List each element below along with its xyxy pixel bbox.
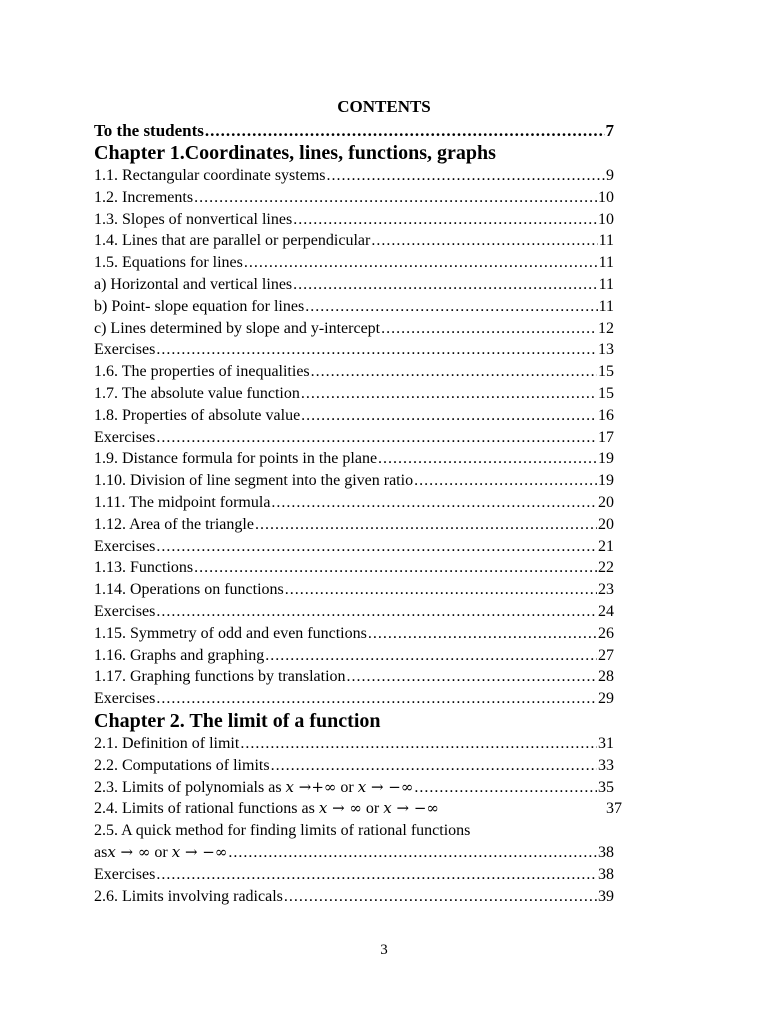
- toc-entry-page: 20: [598, 515, 614, 533]
- toc-entry: [94, 339, 614, 361]
- toc-entry: [94, 470, 614, 492]
- toc-entry: [94, 383, 614, 405]
- dot-leader: [371, 230, 597, 252]
- dot-leader: [327, 165, 606, 187]
- toc-entry-page: 11: [598, 297, 614, 315]
- toc-entry-label: 1.8. Properties of absolute value: [94, 406, 301, 424]
- toc-entry-page: 28: [598, 668, 614, 686]
- dot-leader: [414, 470, 597, 492]
- toc-entry-page: 22: [598, 559, 614, 577]
- math-expression: x → ∞: [318, 799, 362, 818]
- dot-leader: [156, 339, 597, 361]
- toc-entry-label: 1.10. Division of line segment into the given ratio: [94, 472, 414, 490]
- toc-entry: [94, 579, 614, 601]
- dot-leader: [381, 318, 597, 340]
- dot-leader: [228, 842, 597, 864]
- toc-entry: [94, 514, 614, 536]
- dot-leader: [293, 209, 597, 231]
- toc-entry-page: 13: [598, 341, 614, 359]
- math-expression: x →+∞: [285, 777, 337, 796]
- toc-entry-page: 10: [598, 210, 614, 228]
- toc-entry-page: 31: [598, 734, 614, 752]
- dot-leader: [156, 864, 597, 886]
- toc-entry: [94, 274, 614, 296]
- toc-entry-label: c) Lines determined by slope and y-intercept: [94, 319, 381, 337]
- dot-leader: [265, 645, 597, 667]
- toc-entry-2-6: [94, 886, 614, 908]
- dot-leader: [255, 514, 597, 536]
- math-expression: x → −∞: [357, 777, 414, 796]
- dot-leader: [378, 448, 597, 470]
- chapter-2-heading: Chapter 2. The limit of a function: [94, 709, 381, 732]
- toc-entry-label: Exercises: [94, 690, 156, 708]
- conjunction-text: as: [94, 843, 108, 861]
- toc-entry-page: 9: [606, 167, 614, 184]
- conjunction-text: or: [154, 843, 168, 861]
- toc-entry-page: 10: [598, 188, 614, 206]
- toc-entry-exercises: [94, 864, 614, 886]
- toc-entry: [94, 623, 614, 645]
- toc-entry-label: 1.11. The midpoint formula: [94, 493, 271, 511]
- toc-entry: [94, 601, 614, 623]
- toc-entry-label: 1.14. Operations on functions: [94, 581, 284, 599]
- toc-entry-page: 20: [598, 493, 614, 511]
- dot-leader: [305, 296, 597, 318]
- toc-entry: [94, 165, 614, 187]
- page-number: 3: [380, 942, 388, 958]
- toc-entry: [94, 688, 614, 710]
- toc-entry-page: 11: [598, 275, 614, 293]
- dot-leader: [244, 252, 598, 274]
- math-expression: x → ∞: [107, 842, 151, 861]
- toc-entry: [94, 448, 614, 470]
- chapter-1-heading: Chapter 1.Coordinates, lines, functions, graphs: [94, 142, 496, 164]
- toc-entry-page: 24: [598, 602, 614, 620]
- toc-entry-2-5-line2: [94, 842, 614, 864]
- dot-leader: [194, 557, 597, 579]
- toc-entry-label: 1.17. Graphing functions by translation: [94, 668, 346, 686]
- toc-entry-page: 16: [598, 406, 614, 424]
- dot-leader: [156, 536, 597, 558]
- chapter-1-entries: [94, 165, 614, 710]
- toc-entry-page: 37: [606, 800, 622, 818]
- table-of-contents: [94, 120, 622, 907]
- toc-entry: [94, 405, 614, 427]
- toc-entry: [94, 492, 614, 514]
- toc-entry-2-2: [94, 755, 614, 777]
- toc-entry-page: 11: [598, 232, 614, 250]
- toc-entry-2-4: [94, 798, 622, 820]
- toc-entry-page: 12: [598, 319, 614, 337]
- toc-entry: [94, 187, 614, 209]
- toc-entry-label: b) Point- slope equation for lines: [94, 297, 305, 315]
- toc-entry-label: 1.9. Distance formula for points in the plane: [94, 450, 378, 468]
- toc-entry-page: 19: [598, 450, 614, 468]
- toc-entry-label: 2.4. Limits of rational functions as: [94, 800, 315, 818]
- toc-entry: [94, 318, 614, 340]
- toc-entry: [94, 666, 614, 688]
- dot-leader: [284, 886, 597, 908]
- contents-heading: CONTENTS: [337, 97, 431, 116]
- toc-entry-label: To the students: [94, 121, 204, 140]
- toc-entry-label: Exercises: [94, 865, 156, 883]
- toc-entry-label: a) Horizontal and vertical lines: [94, 275, 293, 293]
- toc-entry: [94, 427, 614, 449]
- math-expression: x → −∞: [171, 842, 228, 861]
- toc-entry-label: 2.2. Computations of limits: [94, 756, 270, 774]
- dot-leader: [368, 623, 597, 645]
- toc-entry-label: 1.2. Increments: [94, 188, 194, 206]
- toc-entry-label: Exercises: [94, 537, 156, 555]
- toc-entry-label: Exercises: [94, 602, 156, 620]
- toc-entry-to-the-students: [94, 120, 614, 142]
- toc-entry-page: 17: [598, 428, 614, 446]
- dot-leader: [347, 666, 597, 688]
- toc-entry: [94, 645, 614, 667]
- toc-entry-page: 11: [598, 254, 614, 272]
- toc-entry-label: 2.1. Definition of limit: [94, 734, 240, 752]
- toc-entry-label: Exercises: [94, 341, 156, 359]
- toc-entry-label: Exercises: [94, 428, 156, 446]
- conjunction-text: or: [365, 800, 380, 818]
- dot-leader: [301, 383, 597, 405]
- toc-entry-label: 1.7. The absolute value function: [94, 384, 300, 402]
- dot-leader: [301, 405, 597, 427]
- toc-entry: [94, 536, 614, 558]
- toc-entry-page: 26: [598, 624, 614, 642]
- toc-entry-page: 27: [598, 646, 614, 664]
- toc-entry-label: 2.3. Limits of polynomials as: [94, 778, 282, 796]
- toc-entry-page: 29: [598, 690, 614, 708]
- dot-leader: [271, 755, 597, 777]
- toc-entry-page: 19: [598, 472, 614, 490]
- toc-entry-label: 1.4. Lines that are parallel or perpendicular: [94, 232, 371, 250]
- toc-entry-label: 1.15. Symmetry of odd and even functions: [94, 624, 367, 642]
- dot-leader: [293, 274, 597, 296]
- toc-entry-page: 38: [598, 843, 614, 861]
- dot-leader: [205, 120, 605, 142]
- toc-entry-page: 23: [598, 581, 614, 599]
- toc-entry: [94, 361, 614, 383]
- toc-entry-2-1: [94, 733, 614, 755]
- dot-leader: [156, 688, 597, 710]
- dot-leader: [156, 601, 597, 623]
- toc-entry-2-3: [94, 777, 614, 799]
- dot-leader: [414, 777, 597, 799]
- toc-entry-page: 21: [598, 537, 614, 555]
- dot-leader: [285, 579, 597, 601]
- toc-entry-page: 15: [598, 384, 614, 402]
- toc-entry: [94, 230, 614, 252]
- dot-leader: [156, 427, 597, 449]
- toc-entry-label: 1.1. Rectangular coordinate systems: [94, 167, 326, 184]
- toc-entry-label: 1.16. Graphs and graphing: [94, 646, 265, 664]
- toc-entry-page: 38: [598, 865, 614, 883]
- toc-entry: [94, 209, 614, 231]
- conjunction-text: or: [340, 778, 354, 796]
- dot-leader: [311, 361, 597, 383]
- toc-entry-page: 7: [605, 121, 614, 140]
- toc-entry-label: 1.3. Slopes of nonvertical lines: [94, 210, 293, 228]
- toc-entry-label: 1.5. Equations for lines: [94, 254, 243, 272]
- toc-entry-2-5-line1: [94, 820, 614, 842]
- dot-leader: [271, 492, 597, 514]
- toc-entry-page: 35: [598, 778, 614, 796]
- toc-entry-label: 1.12. Area of the triangle: [94, 515, 254, 533]
- toc-entry-page: 39: [598, 887, 614, 905]
- toc-entry: [94, 252, 614, 274]
- toc-entry-label: 1.6. The properties of inequalities: [94, 363, 310, 381]
- toc-entry-label: 2.5. A quick method for finding limits of rational functions: [94, 822, 471, 840]
- math-expression: x → −∞: [383, 799, 439, 818]
- toc-entry-label: 1.13. Functions: [94, 559, 194, 577]
- toc-entry-page: 33: [598, 756, 614, 774]
- toc-entry: [94, 557, 614, 579]
- toc-entry-page: 15: [598, 363, 614, 381]
- dot-leader: [240, 733, 597, 755]
- toc-entry-label: 2.6. Limits involving radicals: [94, 887, 283, 905]
- toc-entry: [94, 296, 614, 318]
- dot-leader: [194, 187, 597, 209]
